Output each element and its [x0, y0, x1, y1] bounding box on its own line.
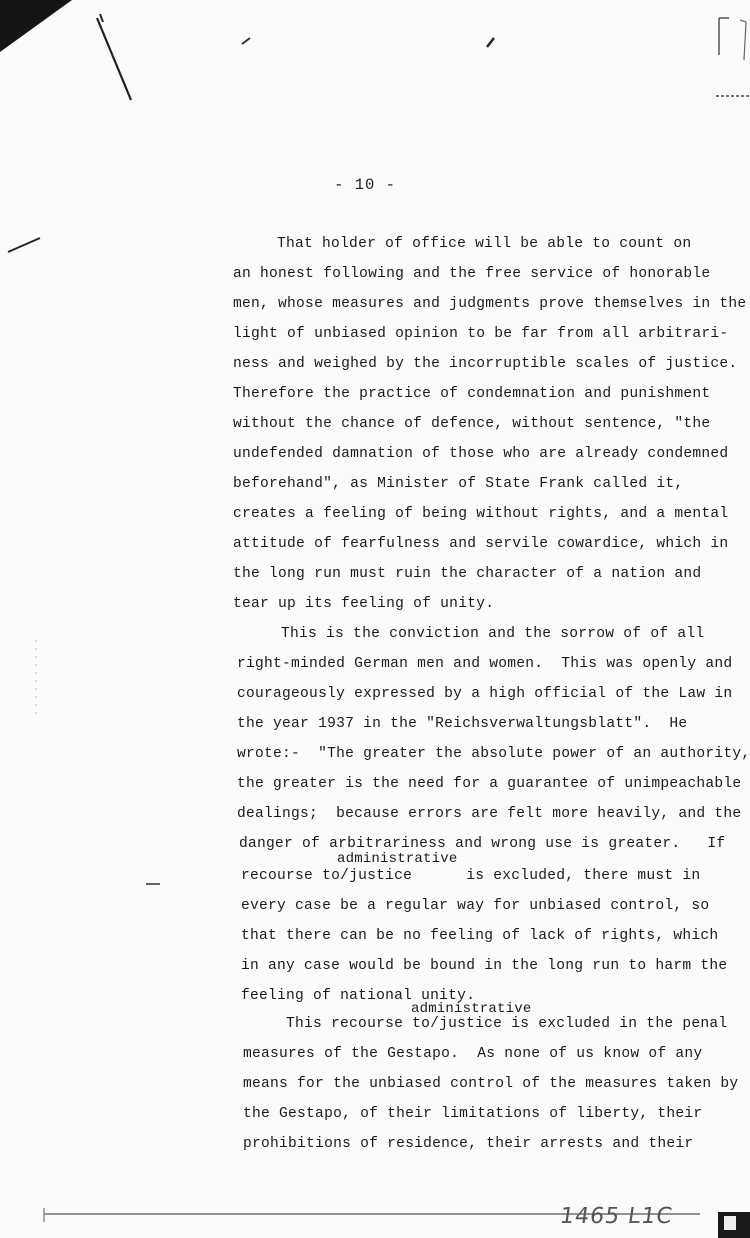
text-line: prohibitions of residence, their arrests and their — [243, 1136, 694, 1152]
text-line: creates a feeling of being without rights, and a mental — [233, 506, 729, 522]
text-line: undefended damnation of those who are already condemned — [233, 446, 729, 462]
interlinear-insertion: administrative — [337, 851, 458, 867]
interlinear-insertion: administrative — [411, 1001, 532, 1017]
handwritten-document-number: 1465 L1C — [558, 1204, 675, 1229]
text-line: This recourse to/justice is excluded in the penal — [286, 1016, 728, 1032]
text-line: every case be a regular way for unbiased control, so — [241, 898, 710, 914]
text-line: the Gestapo, of their limitations of liberty, their — [243, 1106, 703, 1122]
text-line: courageously expressed by a high official of the Law in — [237, 686, 733, 702]
text-line: This is the conviction and the sorrow of of all — [281, 626, 705, 642]
text-line: ness and weighed by the incorruptible scales of justice. — [233, 356, 738, 372]
text-line: recourse to/justice is excluded, there must in — [241, 868, 701, 884]
text-line: without the chance of defence, without sentence, "the — [233, 416, 711, 432]
page-number: - 10 - — [334, 176, 396, 194]
text-line: the greater is the need for a guarantee of unimpeachable — [237, 776, 742, 792]
text-line: That holder of office will be able to count on — [277, 236, 692, 252]
text-line: feeling of national unity. — [241, 988, 476, 1004]
text-line: an honest following and the free service of honorable — [233, 266, 711, 282]
text-line: danger of arbitrariness and wrong use is greater. If — [239, 836, 726, 852]
text-line: that there can be no feeling of lack of rights, which — [241, 928, 719, 944]
text-line: tear up its feeling of unity. — [233, 596, 495, 612]
text-line: light of unbiased opinion to be far from all arbitrari- — [233, 326, 729, 342]
text-line: wrote:- "The greater the absolute power of an authority, — [237, 746, 750, 762]
text-line: right-minded German men and women. This was openly and — [237, 656, 733, 672]
text-line: attitude of fearfulness and servile cowardice, which in — [233, 536, 729, 552]
text-line: means for the unbiased control of the measures taken by — [243, 1076, 739, 1092]
text-line: measures of the Gestapo. As none of us know of any — [243, 1046, 703, 1062]
text-line: Therefore the practice of condemnation and punishment — [233, 386, 711, 402]
text-line: the year 1937 in the "Reichsverwaltungsblatt". He — [237, 716, 688, 732]
text-line: in any case would be bound in the long run to harm the — [241, 958, 728, 974]
text-line: men, whose measures and judgments prove themselves in the — [233, 296, 747, 312]
text-line: the long run must ruin the character of a nation and — [233, 566, 702, 582]
text-line: beforehand", as Minister of State Frank called it, — [233, 476, 684, 492]
text-line: dealings; because errors are felt more heavily, and the — [237, 806, 742, 822]
